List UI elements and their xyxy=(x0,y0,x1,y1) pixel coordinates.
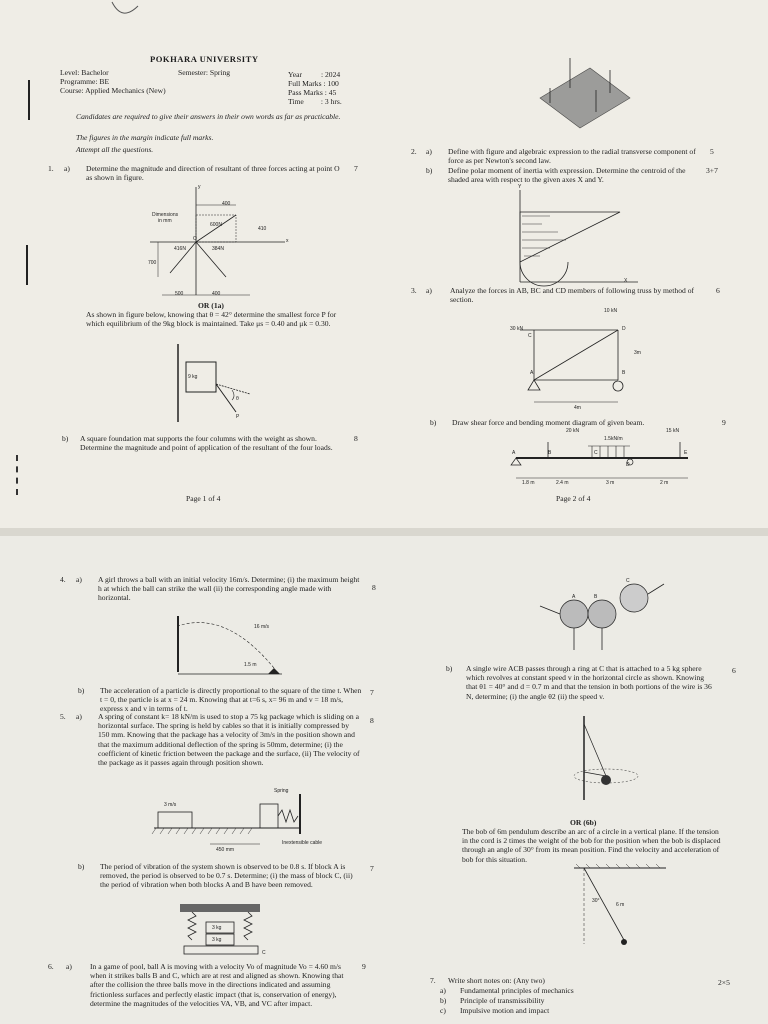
q2b-marks: 3+7 xyxy=(706,166,718,175)
truss-node-b: B xyxy=(622,370,626,376)
foundation-mat-figure xyxy=(530,58,640,138)
q6-or-text: The bob of 6m pendulum describe an arc of a circle in a vertical plane. If the tension in the cord is 2 times the weight of the bob for the position when the bob is displaced through an angle of 30° from its mean position. Find the velocity and acceleration of bob for this situation. xyxy=(462,827,721,864)
ball-b-label: B xyxy=(594,594,598,600)
q4-number: 4. xyxy=(60,575,66,584)
projectile-height: 1.5 m xyxy=(244,662,257,668)
q4a-marks: 8 xyxy=(372,583,376,592)
ball-a-label: A xyxy=(572,594,576,600)
q2b-label: b) xyxy=(426,166,433,175)
staple-curve xyxy=(110,0,140,20)
page-separator xyxy=(0,528,768,536)
q4b-label: b) xyxy=(78,686,85,695)
fig-dimensions-label: Dimensions xyxy=(152,212,179,218)
q4b-text: The acceleration of a particle is directly proportional to the square of the time t. When t = 0, the particle is at x = 24 m. Knowing that at t=6 s, x= 96 m and v = 18 m/s, express x and v in terms of t. xyxy=(100,686,362,714)
beam-b: B xyxy=(548,450,552,456)
beam-span-3: 3 m xyxy=(606,480,615,486)
fig-origin: O xyxy=(193,236,197,242)
beam-figure xyxy=(508,432,698,487)
instruction-2: The figures in the margin indicate full marks. xyxy=(76,133,214,142)
q6-number: 6. xyxy=(48,962,54,971)
projectile-velocity: 16 m/s xyxy=(254,624,270,630)
time: Time : 3 hrs. xyxy=(288,97,342,106)
q4a-text: A girl throws a ball with an initial velocity 16m/s. Determine; (i) the maximum height h at which the ball can strike the wall (ii) the corresponding angle made with horizontal. xyxy=(98,575,360,603)
q7-item-c-label: c) xyxy=(440,1006,446,1015)
q7-number: 7. xyxy=(430,976,436,985)
q5b-text: The period of vibration of the system shown is observed to be 0.8 s. If block A is removed, the period is observed to be 0.7 s. Determine; (i) the mass of block C, (ii) the period of vibration when both blocks A and B have been removed. xyxy=(100,862,353,890)
q1a-text: Determine the magnitude and direction of resultant of three forces acting at point O as shown in figure. xyxy=(86,164,340,183)
fig-force-384: 384N xyxy=(212,246,224,252)
q2a-label: a) xyxy=(426,147,432,156)
pendulum-angle: 30° xyxy=(592,898,600,904)
fig-x-axis: x xyxy=(286,238,289,244)
course: Course: Applied Mechanics (New) xyxy=(60,86,166,95)
force-diagram-figure xyxy=(140,185,300,305)
theta-label: θ xyxy=(236,396,239,402)
q1a-label: a) xyxy=(64,164,70,173)
margin-mark xyxy=(28,80,30,120)
fig-y-axis: y xyxy=(198,184,201,190)
q6a-marks: 9 xyxy=(362,962,366,971)
fig-dim-500: 500 xyxy=(175,291,184,297)
q3-number: 3. xyxy=(411,286,417,295)
truss-height: 3m xyxy=(634,350,641,356)
q4b-marks: 7 xyxy=(370,688,374,697)
package-velocity: 3 m/s xyxy=(164,802,177,808)
q3a-label: a) xyxy=(426,286,432,295)
truss-node-d: D xyxy=(622,326,626,332)
q2a-marks: 5 xyxy=(710,147,714,156)
level: Level: Bachelor xyxy=(60,68,109,77)
q1b-label: b) xyxy=(62,434,69,443)
year: Year : 2024 xyxy=(288,70,341,79)
conical-pendulum-figure xyxy=(560,712,670,802)
truss-load-left: 30 kN xyxy=(510,326,524,332)
q1-or-label: OR (1a) xyxy=(198,301,224,310)
page2-footer: Page 2 of 4 xyxy=(556,494,591,503)
q3b-text: Draw shear force and bending moment diagram of given beam. xyxy=(452,418,645,427)
q7-item-c: Impulsive motion and impact xyxy=(460,1006,550,1015)
fig-dim-400: 400 xyxy=(212,291,221,297)
q6a-text: In a game of pool, ball A is moving with a velocity Vo of magnitude Vo = 4.60 m/s when it strikes balls B and C, which are at rest and aligned as shown. Knowing that after the collision the three balls move in the directions indicated and assuming frictionless surfaces and perfectly elastic impact (that is, conservation of energy), determine the magnitudes of the velocities VA, VB, and VC after impact. xyxy=(90,962,344,1008)
block-a-mass: 3 kg xyxy=(212,925,222,931)
fig-units-label: in mm xyxy=(158,218,172,224)
q5a-label: a) xyxy=(76,712,82,721)
q2b-text: Define polar moment of inertia with expression. Determine the centroid of the shaded area with respect to the given axes X and Y. xyxy=(448,166,686,185)
q3a-marks: 6 xyxy=(716,286,720,295)
vibration-system-figure xyxy=(170,902,270,962)
q6b-label: b) xyxy=(446,664,453,673)
fig-force-416: 416N xyxy=(174,246,186,252)
beam-c: C xyxy=(594,450,598,456)
q6b-marks: 6 xyxy=(732,666,736,675)
q1a-marks: 7 xyxy=(354,164,358,173)
margin-mark xyxy=(26,245,28,285)
q7-item-b-label: b) xyxy=(440,996,447,1005)
truss-node-a: A xyxy=(530,370,534,376)
beam-span-1: 1.8 m xyxy=(522,480,535,486)
fig-dim-700: 700 xyxy=(148,260,157,266)
beam-load-1: 20 kN xyxy=(566,428,580,434)
semester: Semester: Spring xyxy=(178,68,231,77)
q1b-marks: 8 xyxy=(354,434,358,443)
q7-item-a-label: a) xyxy=(440,986,446,995)
block-b-mass: 3 kg xyxy=(212,937,222,943)
q5-number: 5. xyxy=(60,712,66,721)
beam-load-2: 15 kN xyxy=(666,428,680,434)
force-p-label: P xyxy=(236,414,240,420)
ball-c-label: C xyxy=(626,578,630,584)
fig-dim-top: 400 xyxy=(222,201,231,207)
beam-span-2: 2.4 m xyxy=(556,480,569,486)
spring-label: Spring xyxy=(274,788,289,794)
margin-mark xyxy=(16,455,22,495)
q7-marks: 2×5 xyxy=(718,978,730,987)
q2a-text: Define with figure and algebraic expression to the radial transverse component of force as per Newton's second law. xyxy=(448,147,696,166)
q2-number: 2. xyxy=(411,147,417,156)
q5a-marks: 8 xyxy=(370,716,374,725)
fig-dim-410: 410 xyxy=(258,226,267,232)
q5a-text: A spring of constant k= 18 kN/m is used to stop a 75 kg package which is sliding on a horizontal surface. The spring is held by cables so that it is initially compressed by 150 mm. Knowing that the package has a velocity of 3m/s in the position shown and that the maximum additional deflection of the spring is 50mm, determine; (i) the coefficient of kinetic friction between the package and the surface, (ii) The velocity of the package as it passes again through position shown. xyxy=(98,712,360,768)
simple-pendulum-figure xyxy=(570,864,670,954)
q6a-label: a) xyxy=(66,962,72,971)
truss-load-top: 10 kN xyxy=(604,308,618,314)
q7-item-a: Fundamental principles of mechanics xyxy=(460,986,574,995)
beam-e: E xyxy=(684,450,688,456)
projectile-figure xyxy=(170,612,290,682)
q6b-text: A single wire ACB passes through a ring at C that is attached to a 5 kg sphere which revolves at constant speed v in the horizontal circle as shown. Knowing that θ1 = 40° and d = 0.7 m and that the tension in both portions of the wire is 36 N, determine; (i) the angle θ2 (ii) the speed v. xyxy=(466,664,712,701)
q6-or-label: OR (6b) xyxy=(570,818,597,827)
distance-label: 450 mm xyxy=(216,847,235,853)
cable-label: Inextensible cable xyxy=(282,840,323,846)
truss-width: 4m xyxy=(574,405,581,411)
fig-force-600: 600N xyxy=(210,222,222,228)
q5b-marks: 7 xyxy=(370,864,374,873)
q7-item-b: Principle of transmissibility xyxy=(460,996,545,1005)
pool-balls-figure xyxy=(530,576,670,656)
beam-udl: 1.5kN/m xyxy=(604,436,623,442)
q1b-text: A square foundation mat supports the four columns with the weight as shown. Determine the magnitude and point of application of the resultant of the four loads. xyxy=(80,434,333,453)
beam-span-4: 2 m xyxy=(660,480,669,486)
q3b-label: b) xyxy=(430,418,437,427)
shaded-area-figure xyxy=(510,190,640,290)
q5b-label: b) xyxy=(78,862,85,871)
truss-node-c: C xyxy=(528,333,532,339)
q1-number: 1. xyxy=(48,164,54,173)
beam-a: A xyxy=(512,450,516,456)
beam-d: D xyxy=(626,462,630,468)
q3a-text: Analyze the forces in AB, BC and CD members of following truss by method of section. xyxy=(450,286,695,305)
q3b-marks: 9 xyxy=(722,418,726,427)
q1-or-text: As shown in figure below, knowing that θ = 42° determine the smallest force P for which equilibrium of the 9kg block is maintained. Take μs = 0.40 and μk = 0.30. xyxy=(86,310,337,329)
centroid-y-axis: Y xyxy=(518,184,522,190)
programme: Programme: BE xyxy=(60,77,110,86)
centroid-x-axis: X xyxy=(624,278,628,284)
block-c-label: C xyxy=(262,950,266,956)
instruction-1: Candidates are required to give their answers in their own words as far as practicable. xyxy=(76,112,341,121)
block-incline-figure xyxy=(170,344,280,424)
q7-text: Write short notes on: (Any two) xyxy=(448,976,545,985)
pendulum-length: 6 m xyxy=(616,902,625,908)
q4a-label: a) xyxy=(76,575,82,584)
pass-marks: Pass Marks : 45 xyxy=(288,88,337,97)
page1-footer: Page 1 of 4 xyxy=(186,494,221,503)
block-mass-label: 9 kg xyxy=(188,374,198,380)
full-marks: Full Marks : 100 xyxy=(288,79,339,88)
instruction-3: Attempt all the questions. xyxy=(76,145,154,154)
university-title: POKHARA UNIVERSITY xyxy=(150,54,259,64)
